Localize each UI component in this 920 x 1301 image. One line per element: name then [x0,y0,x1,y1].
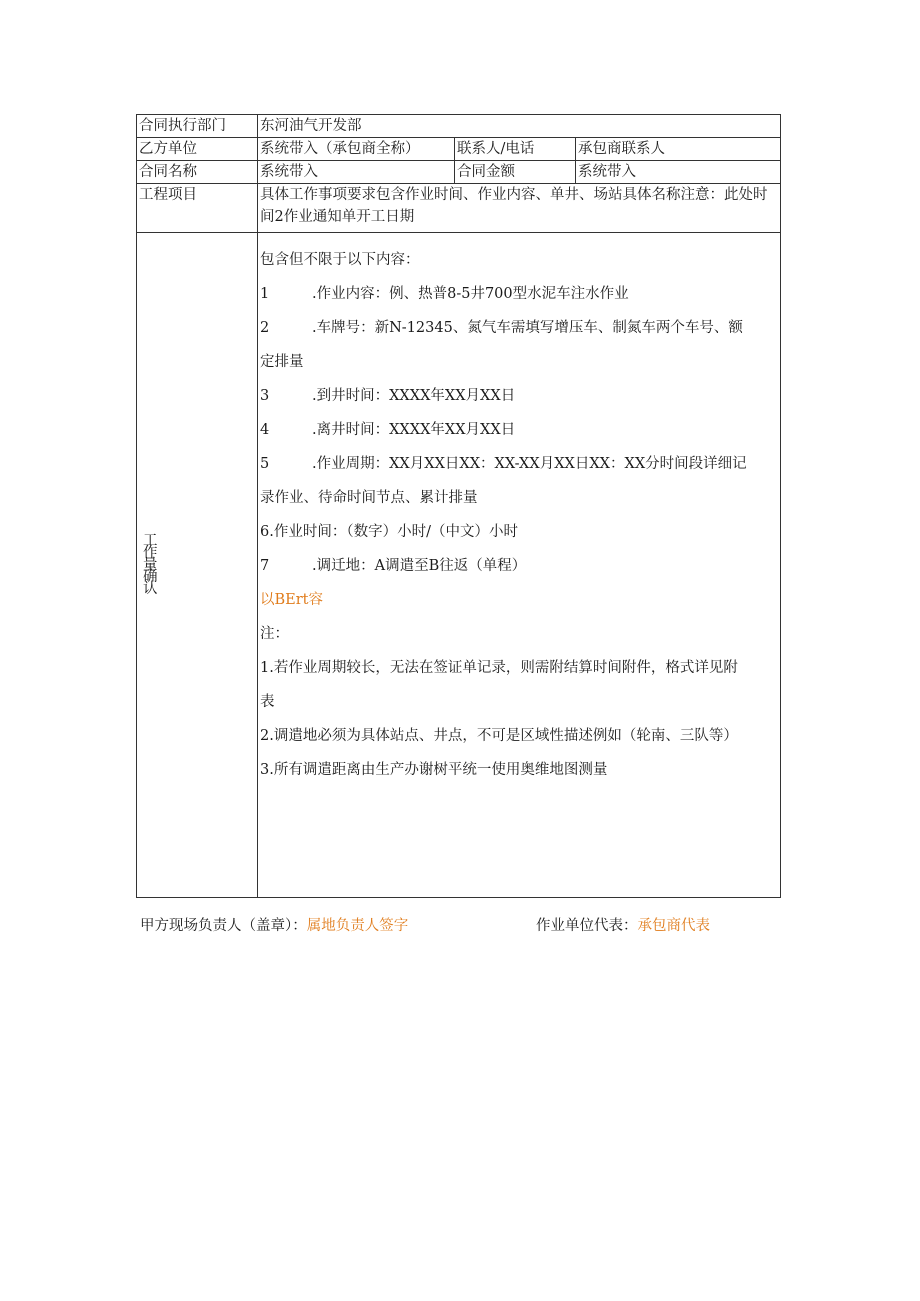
list-item: 2 .车牌号：新N-12345、氮气车需填写增压车、制氮车两个车号、额 [260,320,743,336]
list-item: 1 .作业内容：例、热普8-5井700型水泥车注水作业 [260,286,629,302]
project-text: 具体工作事项要求包含作业时间、作业内容、单井、场站具体名称注意：此处时间2作业通知单开工日期 [258,184,781,233]
list-item: 6.作业时间：（数字）小时/（中文）小时 [260,524,518,540]
row-project [137,184,781,233]
list-item: 4 .离井时间：XXXX年XX月XX日 [260,422,516,438]
note-item: 2.调遣地必须为具体站点、井点，不可是区域性描述例如（轮南、三队等） [260,728,738,744]
workload-label-cell [137,233,258,898]
party-a-signature: 甲方现场负责人（盖章）：属地负责人签字 [140,918,409,934]
note-label: 注： [260,626,289,642]
note-item: 3.所有调遣距离由生产办谢树平统一使用奥维地图测量 [260,762,608,778]
party-a-signature-value: 属地负责人签字 [306,918,409,934]
contract-name-label: 合同名称 [137,161,258,184]
row-party-b [137,138,781,161]
contract-name-value: 系统带入 [258,161,455,184]
row-contract [137,161,781,184]
orange-note: 以BErt容 [260,592,323,608]
list-item-cont: 定排量 [260,354,304,370]
list-item: 7 .调迁地：A调遣至B往返（单程） [260,558,527,574]
contract-amount-label: 合同金额 [455,161,576,184]
row-department [137,115,781,138]
list-item-cont: 录作业、待命时间节点、累计排量 [260,490,478,506]
contact-value: 承包商联系人 [576,138,781,161]
row-workload [137,233,781,898]
workload-content [258,233,781,898]
party-b-label: 乙方单位 [137,138,258,161]
contractor-signature: 作业单位代表：承包商代表 [536,918,710,934]
note-item-cont: 表 [260,694,275,710]
contract-amount-value: 系统带入 [576,161,781,184]
list-item: 3 .到井时间：XXXX年XX月XX日 [260,388,516,404]
workload-intro: 包含但不限于以下内容： [260,252,420,268]
party-b-value: 系统带入（承包商全称） [258,138,455,161]
department-value: 东河油气开发部 [258,115,781,138]
contract-form-table [136,114,781,898]
contractor-signature-value: 承包商代表 [637,918,710,934]
workload-label: 工作量确认 [143,533,158,597]
list-item: 5 .作业周期：XX月XX日XX：XX-XX月XX日XX：XX分时间段详细记 [260,456,747,472]
department-label: 合同执行部门 [137,115,258,138]
contact-label: 联系人/电话 [455,138,576,161]
note-item: 1.若作业周期较长，无法在签证单记录，则需附结算时间附件，格式详见附 [260,660,738,676]
project-label: 工程项目 [137,184,258,233]
